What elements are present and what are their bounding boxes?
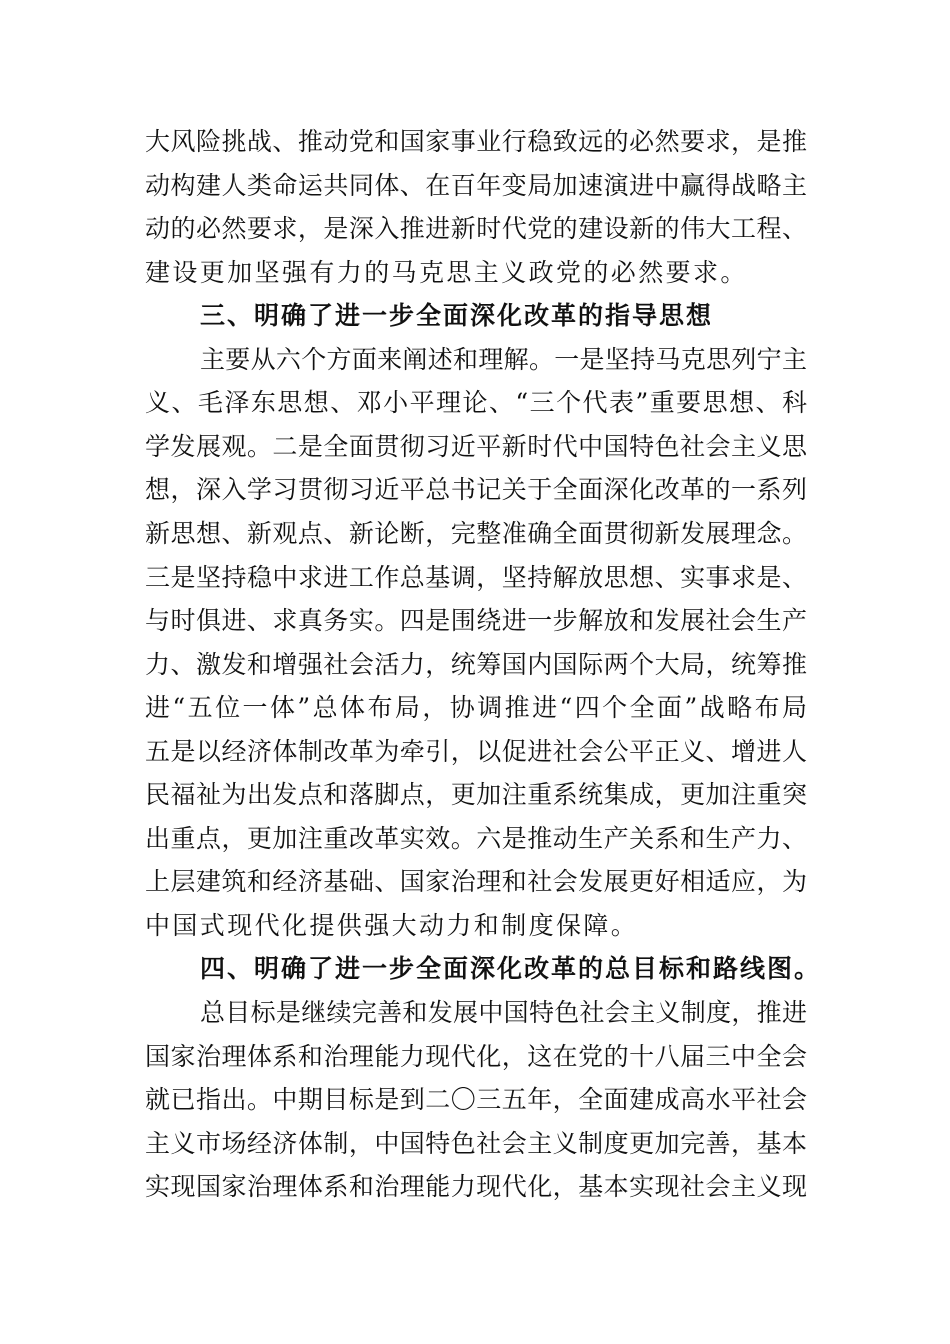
section-heading: 四、明确了进一步全面深化改革的总目标和路线图。	[200, 954, 822, 984]
paragraph-line: 想，深入学习贯彻习近平总书记关于全面深化改革的一系列	[145, 475, 807, 505]
paragraph-line: 动构建人类命运共同体、在百年变局加速演进中赢得战略主	[145, 170, 807, 200]
section-heading: 三、明确了进一步全面深化改革的指导思想	[200, 301, 714, 331]
paragraph-line: 力、激发和增强社会活力，统筹国内国际两个大局，统筹推	[145, 649, 807, 679]
paragraph-line: 义、毛泽东思想、邓小平理论、“三个代表”重要思想、科	[145, 388, 807, 418]
paragraph-line: 上层建筑和经济基础、国家治理和社会发展更好相适应，为	[145, 867, 807, 897]
paragraph-line: 与时俱进、求真务实。四是围绕进一步解放和发展社会生产	[145, 606, 807, 636]
paragraph-line: 主要从六个方面来阐述和理解。一是坚持马克思列宁主	[200, 344, 807, 374]
paragraph-line: 五是以经济体制改革为牵引，以促进社会公平正义、增进人	[145, 736, 807, 766]
paragraph-line: 国家治理体系和治理能力现代化，这在党的十八届三中全会	[145, 1041, 807, 1071]
paragraph-line: 新思想、新观点、新论断，完整准确全面贯彻新发展理念。	[145, 518, 807, 548]
paragraph-line: 学发展观。二是全面贯彻习近平新时代中国特色社会主义思	[145, 431, 807, 461]
paragraph-line: 建设更加坚强有力的马克思主义政党的必然要求。	[145, 257, 748, 287]
paragraph-line: 实现国家治理体系和治理能力现代化，基本实现社会主义现	[145, 1172, 807, 1202]
paragraph-line: 进“五位一体”总体布局，协调推进“四个全面”战略布局	[145, 693, 807, 723]
paragraph-line: 总目标是继续完善和发展中国特色社会主义制度，推进	[200, 998, 807, 1027]
paragraph-line: 三是坚持稳中求进工作总基调，坚持解放思想、实事求是、	[145, 562, 807, 592]
paragraph-line: 出重点，更加注重改革实效。六是推动生产关系和生产力、	[145, 823, 807, 853]
paragraph-line: 就已指出。中期目标是到二〇三五年，全面建成高水平社会	[145, 1085, 807, 1115]
paragraph-line: 大风险挑战、推动党和国家事业行稳致远的必然要求，是推	[145, 127, 807, 156]
paragraph-line: 主义市场经济体制，中国特色社会主义制度更加完善，基本	[145, 1128, 807, 1158]
paragraph-line: 民福祉为出发点和落脚点，更加注重系统集成，更加注重突	[145, 780, 807, 810]
paragraph-line: 动的必然要求，是深入推进新时代党的建设新的伟大工程、	[145, 214, 807, 244]
paragraph-line: 中国式现代化提供强大动力和制度保障。	[145, 910, 639, 940]
